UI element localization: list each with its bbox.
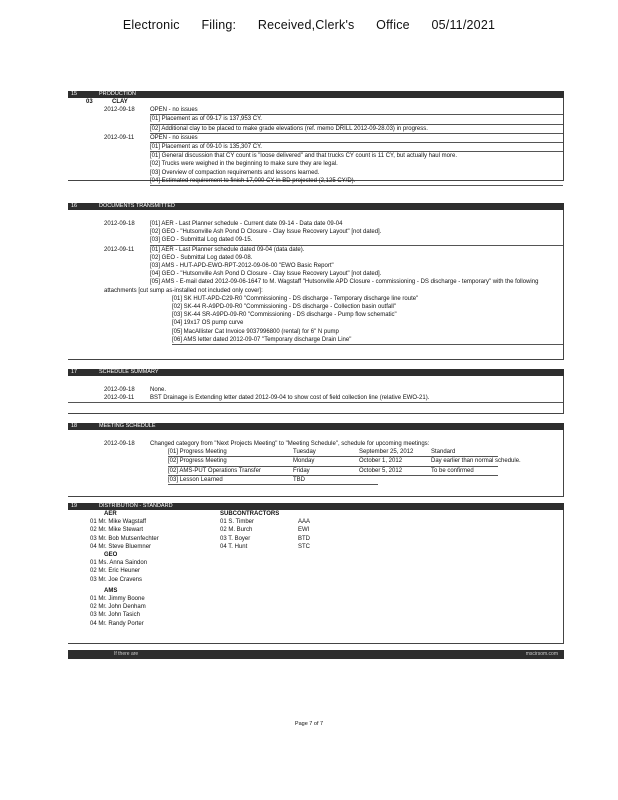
stamp-word: Office xyxy=(376,18,410,32)
stamp-word: Electronic xyxy=(122,18,180,32)
distribution-row: 03 Mr. Bob Mutsenfechter 03 T. Boyer BTD xyxy=(90,535,310,542)
distribution-row: 01 Mr. Mike Wagstaff 01 S. Timber AAA xyxy=(90,519,311,526)
section-header: 18 MEETING SCHEDULE xyxy=(68,423,564,430)
meeting-row: [01] Progress Meeting Tuesday September 25, 2012 Standard xyxy=(168,448,498,457)
footer-right-text: mscirsom.com xyxy=(525,651,558,657)
section-documents xyxy=(68,203,564,360)
filing-stamp xyxy=(0,18,618,32)
section-body: 2012-09-18 [01] AER - Last Planner schedule - Current date 09-14 - Data date 09-04 [02] GEO - "Hutsonville Ash Pond D Closure - Clay Issue Recovery Layout" [not dated]. [03] GEO - Submittal Log dated 09-15. 2012-09-11 [01] AER - Last Planner schedule dated 09-04 (data date). [02] GEO - Submittal Log dated 09-08. [03] AMS - HUT-APD-EWO-RPT-2012-09-06-00 "EWO Basic Report" [04] GEO - "Hutsonville Ash Pond D Closure - Clay Issue Recovery Layout" [not dated]. [05] AMS - E-mail dated 2012-09-06-1647 to M. Wagstaff "Hutsonville APD Closure - commissioning - DS discharge - temporary" with the following attachments [cut sump as-installed not included only cover]: [01] SK HUT-APD-C29-R0 "Commissioning - DS discharge - Temporary discharge line route" [02] SK-44 R-A9PD-09-R0 "Commissioning - DS discharge - Collection basin outfall" [03] SK-44 SR-A9PD-09-R0 "Commissioning - DS discharge - Pump flow schematic" [04] 19x17 OS pump curve [05] MacAllister Cat Invoice 9037996800 (rental) for 6" N pump [06] AMS letter dated 2012-09-07 "Temporary discharge Drain Line" xyxy=(68,210,564,360)
footer-left-text: If there are xyxy=(114,651,139,657)
section-body: AER SUBCONTRACTORS 01 Mr. Mike Wagstaff 01 S. Timber AAA 02 Mr. Mike Stewart 02 M. Burch EWI 03 Mr. Bob Mutsenfechter 03 T. Boyer BTD 04 Mr. Steve Bluemner 04 T. Hunt STC GEO 01 Ms. Anna Saindon 02 Mr. Eric Heuner 03 Mr. Joe Cravens AMS 01 Mr. Jimmy Boone 02 Mr. John Denham 03 Mr. John Tasich 04 Mr. Randy Porter xyxy=(68,510,564,644)
section-body: 2012-09-18 Changed category from "Next Projects Meeting" to "Meeting Schedule", schedule for upcoming meetings: [01] Progress Meeting Tuesday September 25, 2012 Standard [02] Progress Meeting Monday October 1, 2012 Day earlier than normal schedule. [02] AMS-PUT Operations Transfer Friday October 5, 2012 To be confirmed [03] Lesson Learned TBD xyxy=(68,430,564,497)
section-body: 03 CLAY 2012-09-18 OPEN - no issues [01] Placement as of 09-17 is 137,953 CY. [02] Additional clay to be placed to make grade elevations (ref. memo DRILL 2012-09-28.03) in progress. 2012-09-11 OPEN - no issues [01] Placement as of 09-10 is 135,307 CY. [01] General discussion that CY count is "loose delivered" and that trucks CY count is 11 CY, but actually haul more. [02] Trucks were weighed in the beginning to make sure they are legal. [03] Overview of compaction requirements and lessons learned. [04] Estimated requirement to finish 17,000 CY in BD projected (2,125 CY/D). xyxy=(68,98,564,181)
meeting-row: [03] Lesson Learned TBD xyxy=(168,476,378,485)
entry: 2012-09-18 OPEN - no issues [01] Placement as of 09-17 is 137,953 CY. [02] Additional clay to be placed to make grade elevations (ref. memo DRILL 2012-09-28.03) in progress. xyxy=(68,106,563,134)
distribution-row: 02 Mr. Mike Stewart 02 M. Burch EWI xyxy=(90,527,310,534)
section-distribution xyxy=(68,503,564,644)
entry: 2012-09-11 OPEN - no issues [01] Placement as of 09-10 is 135,307 CY. [01] General discussion that CY count is "loose delivered" and that trucks CY count is 11 CY, but actually haul more. [02] Trucks were weighed in the beginning to make sure they are legal. [03] Overview of compaction requirements and lessons learned. [04] Estimated requirement to finish 17,000 CY in BD projected (2,125 CY/D). xyxy=(68,134,563,186)
meeting-row: [02] AMS-PUT Operations Transfer Friday October 5, 2012 To be confirmed xyxy=(168,467,498,476)
section-header: 15 PRODUCTION xyxy=(68,91,564,98)
section-body xyxy=(68,376,564,414)
distribution-row: 04 Mr. Steve Bluemner 04 T. Hunt STC xyxy=(90,543,310,550)
stamp-word: Filing: xyxy=(201,18,237,32)
section-meetings xyxy=(68,423,564,497)
meeting-row: [02] Progress Meeting Monday October 1, 2012 Day earlier than normal schedule. xyxy=(168,457,498,466)
section-header: 19 DISTRIBUTION - STANDARD xyxy=(68,503,564,510)
section-production xyxy=(68,91,564,184)
entry: 2012-09-18 [01] AER - Last Planner schedule - Current date 09-14 - Data date 09-04 [02] GEO - "Hutsonville Ash Pond D Closure - Clay Issue Recovery Layout" [not dated]. [03] GEO - Submittal Log dated 09-15. xyxy=(68,220,563,246)
entry: 2012-09-18 None. xyxy=(104,387,167,393)
attachment-list: [01] SK HUT-APD-C29-R0 "Commissioning - DS discharge - Temporary discharge line route" [02] SK-44 R-A9PD-09-R0 "Commissioning - DS discharge - Collection basin outfall" [03] SK-44 SR-A9PD-09-R0 "Commissioning - DS discharge - Pump flow schematic" [04] 19x17 OS pump curve [05] MacAllister Cat Invoice 9037996800 (rental) for 6" N pump [06] AMS letter dated 2012-09-07 "Temporary discharge Drain Line" xyxy=(68,295,563,345)
footer-bar xyxy=(68,650,564,659)
stamp-word: Received,Clerk's xyxy=(257,18,355,32)
section-schedule xyxy=(68,369,564,414)
section-header: 17 SCHEDULE SUMMARY xyxy=(68,369,564,376)
page-number: Page 7 of 7 xyxy=(294,721,324,727)
section-header: 16 DOCUMENTS TRANSMITTED xyxy=(68,203,564,210)
stamp-date: 05/11/2021 xyxy=(431,18,496,32)
entry: 2012-09-11 [01] AER - Last Planner schedule dated 09-04 (data date). [02] GEO - Submittal Log dated 09-08. [03] AMS - HUT-APD-EWO-RPT-2012-09-06-00 "EWO Basic Report" [04] GEO - "Hutsonville Ash Pond D Closure - Clay Issue Recovery Layout" [not dated]. [05] AMS - E-mail dated 2012-09-06-1647 to M. Wagstaff "Hutsonville APD Closure - commissioning - DS discharge - temporary" with the following xyxy=(104,246,539,286)
entry: 2012-09-11 BST Drainage is Extending letter dated 2012-09-04 to show cost of field collection line (relative EWO-21). xyxy=(68,394,563,403)
meeting-table xyxy=(68,448,563,485)
